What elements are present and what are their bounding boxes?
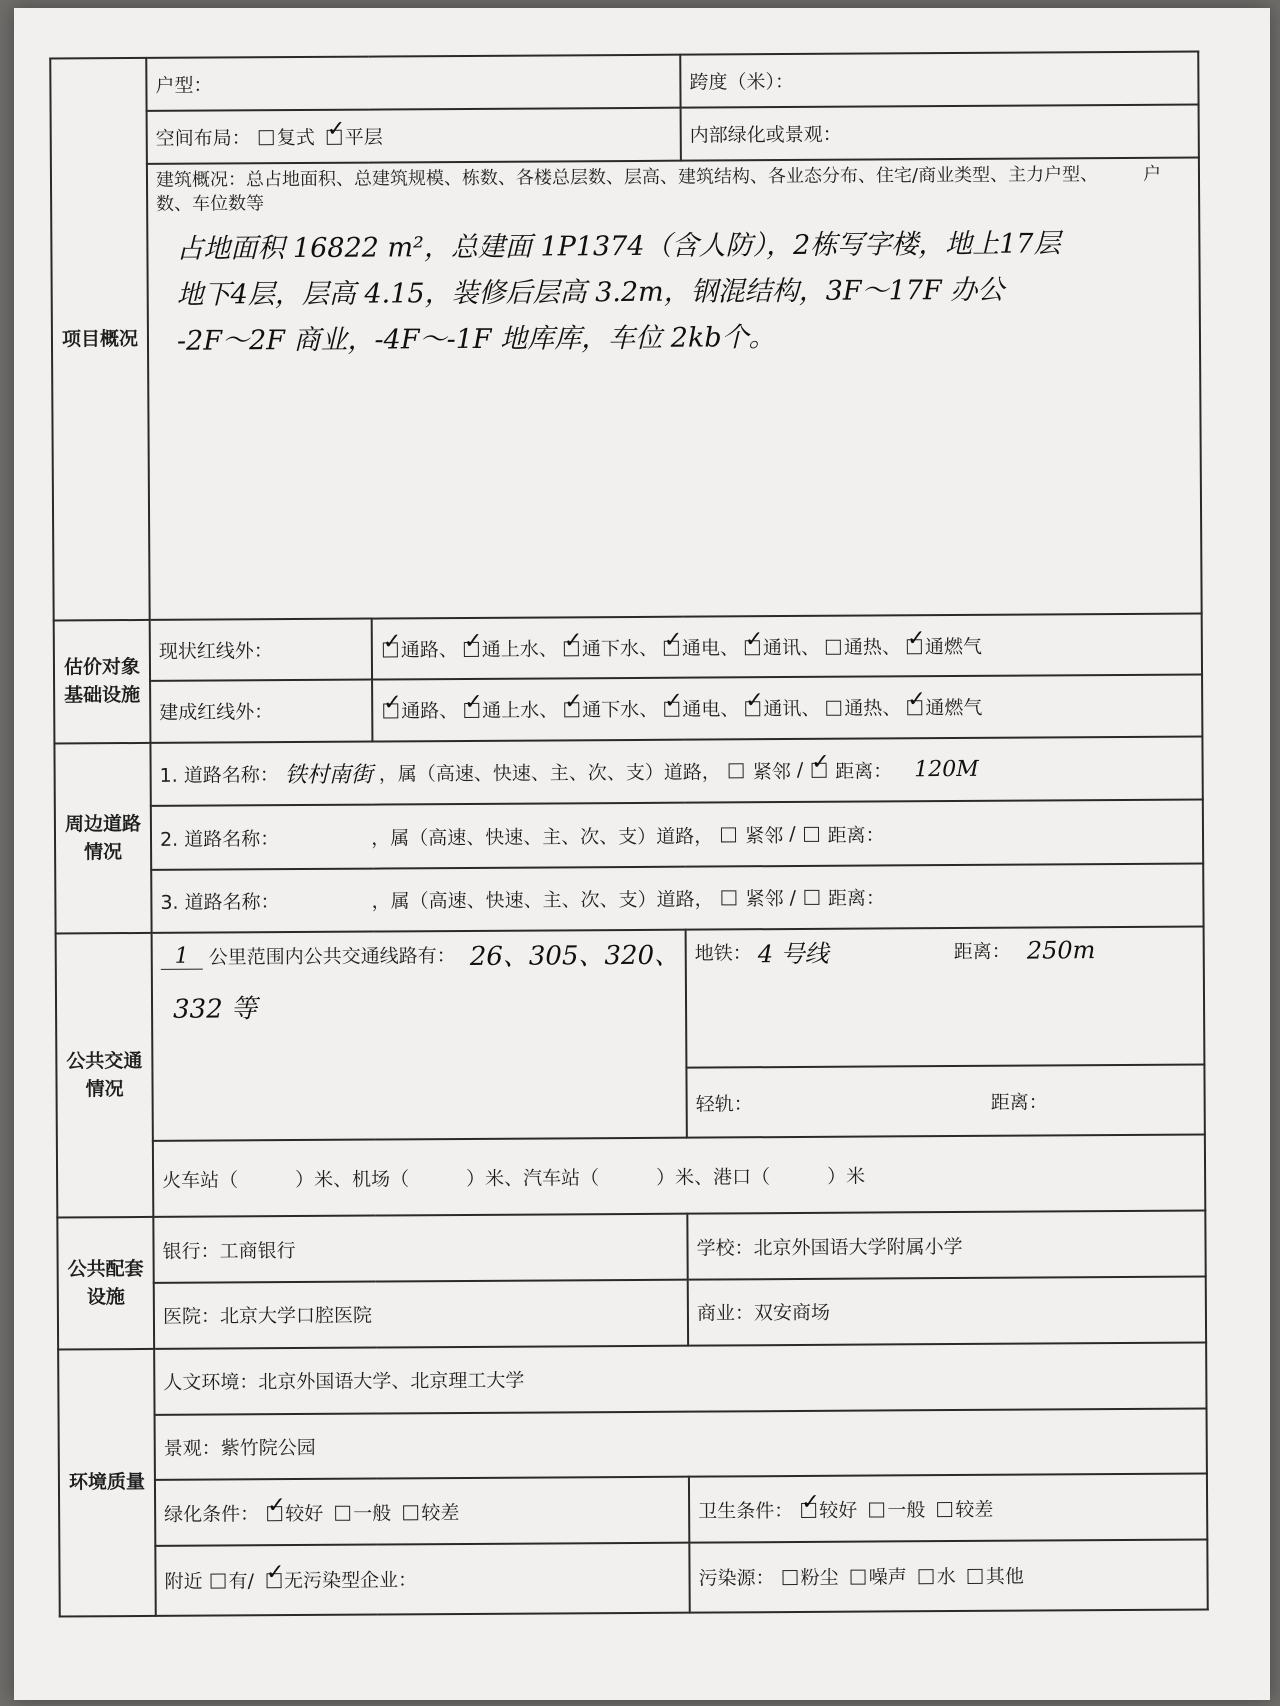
adjacent-label: 紧邻 [745, 888, 784, 911]
adjacent-label: 紧邻 [745, 824, 784, 847]
infra-item[interactable]: ✓ 通燃气 [905, 636, 982, 658]
adjacent-checkbox[interactable] [729, 763, 744, 778]
greening-condition-field [155, 1477, 689, 1546]
infra-checkbox[interactable] [907, 701, 922, 716]
distance-label: 距离： [835, 760, 893, 783]
section-roads: 周边道路情况 [54, 743, 151, 934]
infra-checkbox[interactable] [464, 703, 479, 718]
distance-label: 距离： [827, 823, 885, 847]
distance-label: 距离： [827, 887, 886, 910]
sanitation-checkbox[interactable] [801, 1502, 816, 1517]
greening-label: 内部绿化或景观： [689, 123, 842, 147]
bus-label: 公里范围内公共交通线路有： [208, 945, 456, 969]
distance-checkbox[interactable] [804, 890, 819, 905]
infra-checkbox[interactable] [826, 640, 841, 655]
adjacent-checkbox[interactable] [722, 890, 737, 905]
sanitation-option[interactable]: ✓ 较好 [799, 1499, 857, 1521]
greening-checkbox[interactable] [335, 1505, 350, 1520]
flat-checkbox[interactable] [327, 130, 342, 145]
commerce-field[interactable]: 商业：双安商场 [688, 1277, 1206, 1346]
infra-checkbox[interactable] [464, 642, 479, 657]
distance-checkbox[interactable] [811, 763, 826, 778]
pollution-checkbox[interactable] [851, 1570, 866, 1585]
nearby-option[interactable]: 有/ [209, 1571, 255, 1593]
span-field[interactable] [680, 52, 1198, 108]
pollution-checkbox[interactable] [919, 1570, 934, 1585]
pollution-checkbox[interactable] [968, 1569, 983, 1584]
infra-item[interactable]: 通热、 [824, 698, 901, 720]
infra-checkbox[interactable] [664, 641, 679, 656]
road-type-text: ，属（高速、快速、主、次、支）道路， [371, 824, 714, 850]
pollution-field [689, 1539, 1207, 1612]
infra-checkbox[interactable] [383, 704, 398, 719]
separator: / [796, 759, 804, 782]
section-infrastructure: 估价对象基础设施 [54, 620, 151, 744]
metro-distance-value[interactable]: 250m [1026, 936, 1096, 965]
infra-item[interactable]: ✓ 通上水、 [462, 700, 558, 723]
infra-row-label: 现状红线外： [150, 618, 372, 681]
light-rail-distance-label: 距离： [990, 1091, 1048, 1114]
overview-handwriting [156, 221, 1191, 365]
bus-field[interactable] [152, 930, 687, 1141]
unit-type-field[interactable] [146, 55, 680, 111]
layout-option-flat[interactable]: ✓ 平层 [325, 126, 383, 148]
paper-sheet [14, 8, 1270, 1700]
light-rail-label: 轻轨： [695, 1092, 753, 1116]
separator: / [789, 822, 796, 846]
road-index: 2. 道路名称： [159, 827, 280, 851]
infra-item[interactable]: ✓ 通电、 [662, 699, 739, 721]
school-field[interactable]: 学校：北京外国语大学附属小学 [687, 1211, 1205, 1280]
distance-value[interactable]: 120M [914, 756, 979, 783]
sanitation-option[interactable]: 较差 [935, 1498, 993, 1520]
stations-text: 火车站（ ）米、机场（ ）米、汽车站（ ）米、港口（ ）米 [162, 1165, 866, 1192]
infra-item[interactable]: ✓ 通路、 [381, 639, 458, 661]
road-type-text: ，属（高速、快速、主、次、支）道路， [371, 888, 714, 913]
adjacent-label: 紧邻 [752, 760, 791, 784]
sanitation-option[interactable]: 一般 [867, 1499, 925, 1521]
road-index: 1. 道路名称： [159, 764, 279, 787]
infra-checkbox[interactable] [564, 641, 579, 656]
infra-item[interactable]: ✓ 通讯、 [743, 637, 820, 659]
pollution-option[interactable]: 噪声 [849, 1567, 907, 1589]
sanitation-field [689, 1474, 1207, 1543]
infra-item[interactable]: 通热、 [824, 636, 901, 658]
sanitation-checkbox[interactable] [937, 1502, 952, 1517]
layout-option-duplex[interactable]: 复式 [257, 127, 315, 149]
greening-field[interactable] [681, 104, 1199, 160]
duplex-checkbox[interactable] [259, 130, 274, 145]
adjacent-checkbox[interactable] [721, 827, 736, 842]
nearby-option[interactable]: ✓ 无污染型企业： [264, 1570, 417, 1593]
greening-condition-label: 绿化条件： [164, 1502, 260, 1526]
section-environment: 环境质量 [58, 1349, 156, 1617]
infra-item[interactable]: ✓ 通电、 [662, 637, 739, 659]
separator: / [789, 886, 797, 909]
infra-checkbox[interactable] [745, 702, 760, 717]
landscape-field[interactable]: 景观：紫竹院公园 [155, 1408, 1207, 1480]
section-project: 项目概况 [50, 58, 149, 620]
infra-item[interactable]: ✓ 通讯、 [743, 698, 820, 720]
overview-line: -2F～2F 商业，-4F～-1F 地库库，车位 2kb个。 [176, 322, 776, 357]
layout-label: 空间布局： [155, 127, 251, 150]
greening-checkbox[interactable] [403, 1505, 418, 1520]
sanitation-checkbox[interactable] [869, 1502, 884, 1517]
infra-checkbox[interactable] [907, 639, 922, 654]
bus-lines-value[interactable]: 26、305、320、 [469, 941, 681, 973]
road-row [151, 800, 1203, 870]
bus-lines-value-2[interactable]: 332 等 [172, 994, 258, 1026]
pollution-option[interactable]: 其他 [966, 1566, 1024, 1588]
unit-type-label: 户型： [155, 74, 213, 97]
road-index: 3. 道路名称： [160, 891, 280, 914]
section-transit: 公共交通情况 [56, 933, 154, 1218]
pollution-option[interactable]: 水 [917, 1566, 956, 1588]
greening-option[interactable]: 一般 [333, 1502, 391, 1524]
section-facilities: 公共配套设施 [57, 1217, 154, 1349]
light-rail-field[interactable] [686, 1065, 1204, 1138]
overview-line: 地下4层，层高 4.15，装修后层高 3.2m，钢混结构，3F～17F 办公 [176, 274, 1005, 311]
bank-field[interactable]: 银行：工商银行 [153, 1214, 687, 1283]
infra-item[interactable]: ✓ 通燃气 [905, 697, 982, 719]
pollution-option[interactable]: 粉尘 [781, 1567, 839, 1589]
stations-field[interactable] [153, 1135, 1205, 1218]
road-row [151, 863, 1203, 933]
infra-row-current [372, 613, 1202, 680]
metro-label: 地铁： [694, 942, 752, 965]
greening-checkbox[interactable] [267, 1506, 282, 1521]
road-row [150, 736, 1202, 806]
infra-row-label: 建成红线外： [150, 680, 372, 743]
infra-checkbox[interactable] [383, 642, 398, 657]
infra-item[interactable]: ✓ 通下水、 [562, 638, 658, 661]
metro-distance-label: 距离： [953, 941, 1011, 964]
road-name-value[interactable]: 铁村南街 [284, 762, 373, 789]
overview-field[interactable] [147, 157, 1202, 619]
distance-checkbox[interactable] [804, 826, 819, 841]
nearby-field [155, 1543, 689, 1616]
pollution-label: 污染源： [698, 1567, 775, 1591]
overview-line: 占地面积 16822 m²，总建面 1P1374（含人防），2栋写字楼，地上17层 [176, 228, 1061, 265]
infra-item[interactable]: ✓ 通下水、 [562, 699, 658, 722]
infra-checkbox[interactable] [564, 703, 579, 718]
nearby-label: 附近 [164, 1571, 203, 1594]
overview-prompt: 建筑概况：总占地面积、总建筑规模、栋数、各楼总层数、层高、建筑结构、各业态分布、住宅/商业类型、主力户型、 户数、车位数等 [155, 163, 1162, 215]
radius-value[interactable]: 1 [161, 943, 203, 969]
infra-item[interactable]: ✓ 通路、 [381, 700, 458, 722]
pollution-checkbox[interactable] [783, 1570, 798, 1585]
nearby-checkbox[interactable] [266, 1574, 281, 1589]
layout-field [147, 108, 681, 164]
infra-checkbox[interactable] [745, 640, 760, 655]
hospital-field[interactable]: 医院：北京大学口腔医院 [154, 1280, 688, 1349]
greening-option[interactable]: ✓ 较好 [265, 1502, 323, 1524]
infra-checkbox[interactable] [826, 701, 841, 716]
infra-row-built [372, 675, 1202, 742]
infra-item[interactable]: ✓ 通上水、 [462, 638, 558, 661]
metro-value[interactable]: 4 号线 [757, 940, 829, 969]
survey-form [49, 51, 1209, 1618]
span-label: 跨度（米）： [689, 70, 795, 94]
sanitation-label: 卫生条件： [698, 1499, 794, 1523]
metro-field[interactable] [686, 927, 1205, 1068]
nearby-checkbox[interactable] [211, 1574, 226, 1589]
road-type-text: ，属（高速、快速、主、次、支）道路， [378, 761, 721, 786]
infra-checkbox[interactable] [664, 702, 679, 717]
culture-field[interactable]: 人文环境：北京外国语大学、北京理工大学 [154, 1342, 1206, 1414]
greening-option[interactable]: 较差 [401, 1502, 459, 1524]
